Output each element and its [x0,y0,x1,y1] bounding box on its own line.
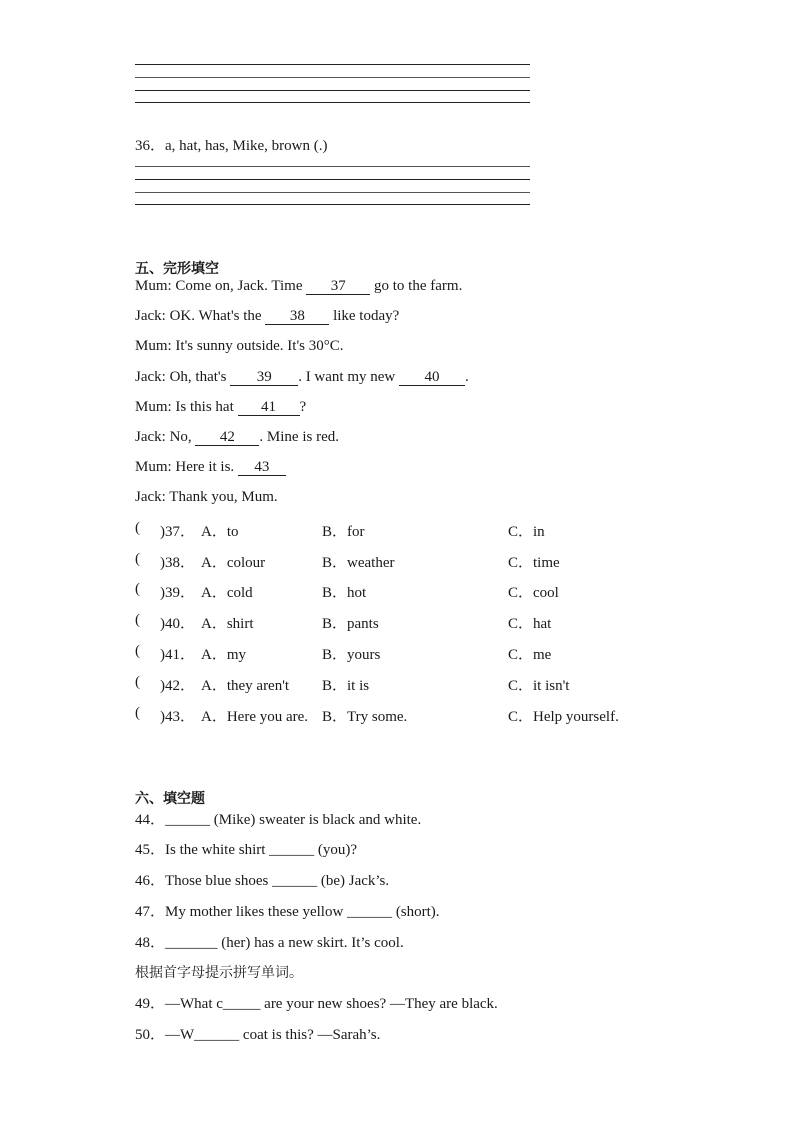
dialogue-text: Mum: Here it is. [135,459,238,475]
option-a[interactable]: A．cold [201,585,253,601]
option-b[interactable]: B．yours [322,647,381,663]
blank-40: 40 [399,370,465,386]
question-number: )43． [160,709,195,725]
answer-paren[interactable]: ( [135,674,140,690]
fill-item-46 [135,869,389,890]
answer-paren[interactable]: ( [135,551,140,567]
dialogue-text: Jack: No, [135,429,196,445]
option-b[interactable]: B．it is [322,678,370,694]
spelling-item-50 [135,1023,380,1044]
item-text: (you)? [314,842,358,858]
answer-line [135,192,530,193]
dialogue-text: like today? [329,308,400,324]
blank[interactable]: ______ [272,873,318,889]
fill-item-47 [135,900,440,921]
item-text: 49．—What c [135,996,223,1012]
option-b[interactable]: B．pants [322,616,379,632]
item-text: 45．Is the white shirt [135,842,270,858]
spelling-instruction: 根据首字母提示拼写单词。 [135,965,303,981]
dialogue-text: Jack: Oh, that's [135,369,231,385]
blank[interactable]: ______ [347,904,393,920]
blank[interactable]: ______ [269,842,315,858]
item-text: 46．Those blue shoes [135,873,273,889]
item-text: 47．My mother likes these yellow [135,904,348,920]
dialogue-text: Mum: It's sunny outside. It's 30°C. [135,338,344,354]
blank-41: 41 [238,400,300,416]
option-b[interactable]: B．for [322,524,365,540]
dialogue-text: Jack: Thank you, Mum. [135,489,278,505]
dialogue-line [135,429,339,446]
answer-line [135,179,530,180]
option-b[interactable]: B．weather [322,555,395,571]
blank[interactable]: ______ [194,1027,240,1043]
option-a[interactable]: A．to [201,524,239,540]
dialogue-line [135,399,306,416]
option-a[interactable]: A．they aren't [201,678,290,694]
blank[interactable]: ______ [165,812,211,828]
option-c[interactable]: C．Help yourself. [508,709,619,725]
fill-item-44 [135,808,421,829]
question-number: )37． [160,524,195,540]
section-title: 六、填空题 [135,791,205,807]
dialogue-text: . I want my new [298,369,399,385]
item-text: (her) has a new skirt. It’s cool. [217,935,404,951]
answer-paren[interactable]: ( [135,643,140,659]
item-text: (be) Jack’s. [317,873,390,889]
item-text: 50．—W [135,1027,195,1043]
answer-paren[interactable]: ( [135,705,140,721]
option-a[interactable]: A．shirt [201,616,254,632]
blank[interactable]: _______ [165,935,218,951]
answer-line [135,90,530,91]
blank-42: 42 [195,430,259,446]
question-number: )39． [160,585,195,601]
option-a[interactable]: A．my [201,647,247,663]
answer-paren[interactable]: ( [135,520,140,536]
dialogue-text: . [465,369,469,385]
option-c[interactable]: C．cool [508,585,559,601]
option-b[interactable]: B．Try some. [322,709,408,725]
question-number: )38． [160,555,195,571]
blank-37: 37 [306,279,370,295]
option-c[interactable]: C．it isn't [508,678,570,694]
dialogue-line [135,338,344,355]
option-b[interactable]: B．hot [322,585,367,601]
dialogue-line [135,459,286,476]
question-36: 36．a, hat, has, Mike, brown (.) [135,138,328,154]
blank[interactable]: _____ [222,996,261,1012]
answer-paren[interactable]: ( [135,581,140,597]
blank-38: 38 [265,309,329,325]
option-c[interactable]: C．time [508,555,560,571]
item-number: 44． [135,812,166,828]
dialogue-text: Mum: Is this hat [135,399,238,415]
option-c[interactable]: C．me [508,647,552,663]
question-number: )41． [160,647,195,663]
dialogue-text: Mum: Come on, Jack. Time [135,278,307,294]
option-a[interactable]: A．colour [201,555,266,571]
answer-line [135,166,530,167]
item-number: 48． [135,935,166,951]
item-text: coat is this? —Sarah’s. [239,1027,381,1043]
fill-item-48 [135,931,404,952]
fill-item-45 [135,838,357,859]
dialogue-text: go to the farm. [370,278,463,294]
dialogue-line [135,308,399,325]
item-text: (Mike) sweater is black and white. [210,812,422,828]
blank-39: 39 [230,370,298,386]
section-title: 五、完形填空 [135,261,219,277]
item-text: (short). [392,904,440,920]
dialogue-text: Jack: OK. What's the [135,308,266,324]
spelling-item-49 [135,992,498,1013]
option-a[interactable]: A．Here you are. [201,709,309,725]
answer-line [135,102,530,103]
dialogue-line [135,489,278,506]
dialogue-line [135,369,469,386]
question-number: )40． [160,616,195,632]
question-number: )42． [160,678,195,694]
answer-line [135,204,530,205]
option-c[interactable]: C．hat [508,616,552,632]
dialogue-line [135,278,462,295]
answer-paren[interactable]: ( [135,612,140,628]
item-text: are your new shoes? —They are black. [260,996,498,1012]
answer-line [135,64,530,65]
dialogue-text: ? [299,399,307,415]
dialogue-text: . Mine is red. [259,429,339,445]
blank-43: 43 [238,460,286,476]
option-c[interactable]: C．in [508,524,545,540]
answer-line [135,77,530,78]
